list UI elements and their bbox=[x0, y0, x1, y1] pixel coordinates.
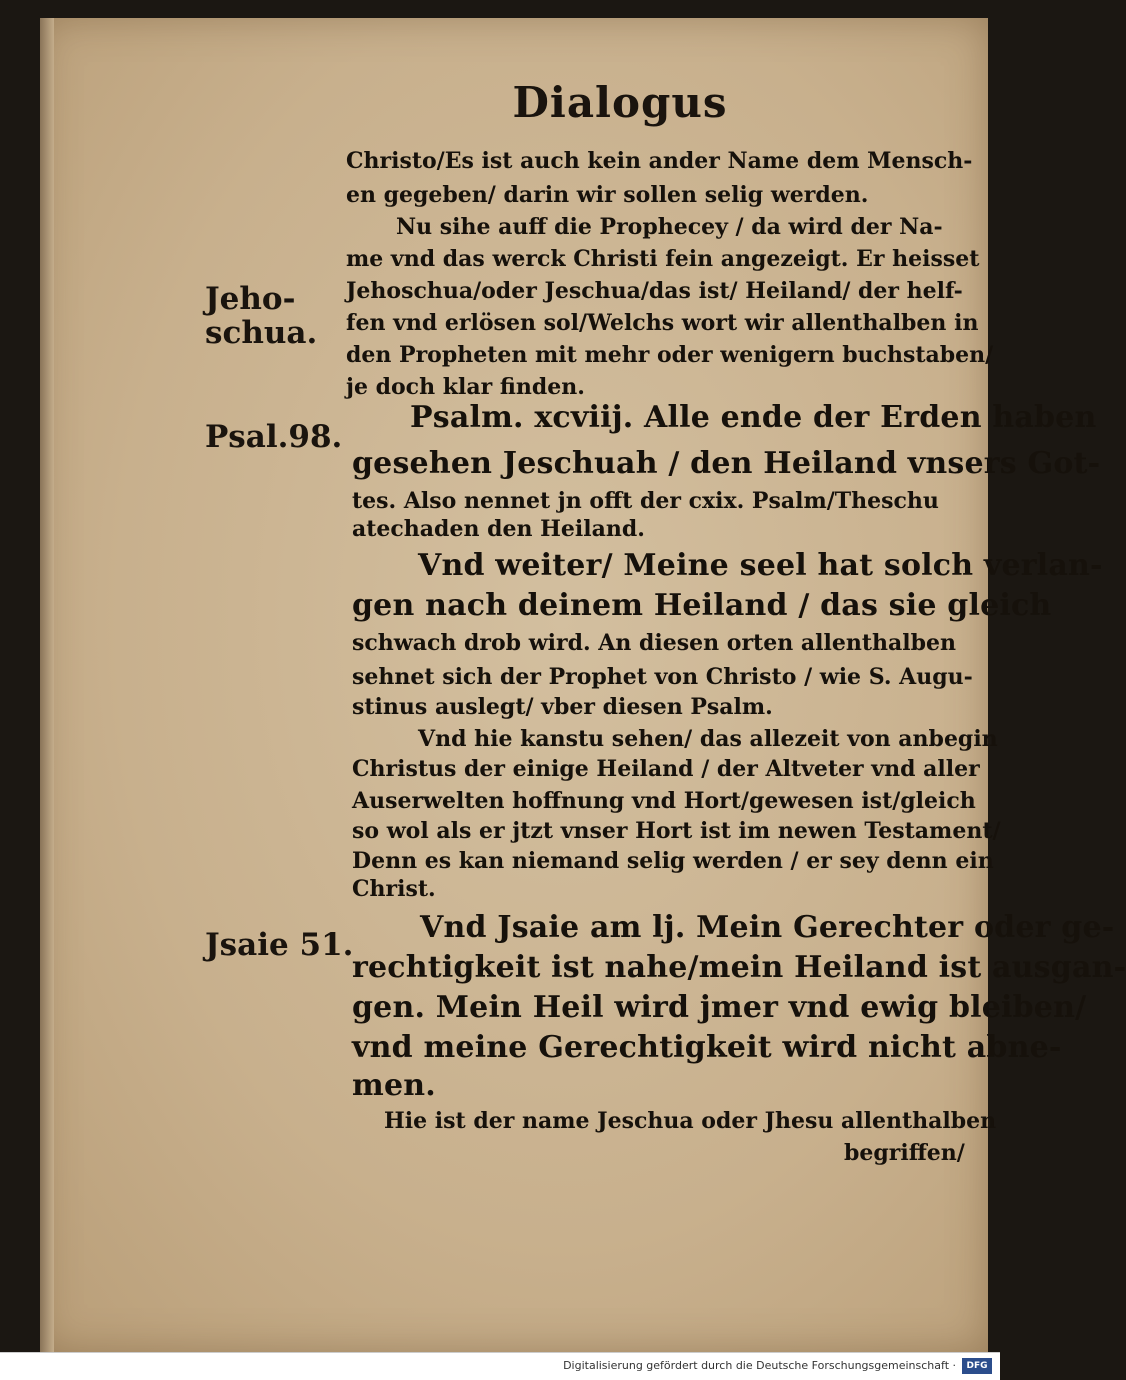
footer-bar bbox=[0, 1352, 1000, 1380]
text-line: tes. Also nennet jn offt der cxix. Psalm/Theschu bbox=[352, 488, 939, 514]
text-line: Hie ist der name Jeschua oder Jhesu allenthalben bbox=[384, 1108, 997, 1134]
text-line: fen vnd erlösen sol/Welchs wort wir allenthalben in bbox=[346, 310, 979, 336]
text-line: Vnd hie kanstu sehen/ das allezeit von anbegin bbox=[418, 726, 998, 752]
text-line: den Propheten mit mehr oder wenigern buchstaben/ bbox=[346, 342, 994, 368]
margin-note-text: Jeho- schua. bbox=[205, 281, 318, 351]
text-line: so wol als er jtzt vnser Hort ist im newen Testament/ bbox=[352, 818, 1001, 844]
text-line: sehnet sich der Prophet von Christo / wie S. Augu- bbox=[352, 664, 973, 690]
text-line: gen. Mein Heil wird jmer vnd ewig bleiben/ bbox=[352, 990, 1087, 1025]
margin-note-isaiah bbox=[205, 928, 353, 962]
text-line: Psalm. xcviij. Alle ende der Erden haben bbox=[410, 400, 1097, 435]
text-line: Christo/Es ist auch kein ander Name dem Mensch- bbox=[346, 148, 973, 174]
margin-note-text: Psal.98. bbox=[205, 419, 343, 455]
text-line: Jehoschua/oder Jeschua/das ist/ Heiland/ der helf- bbox=[346, 278, 963, 304]
margin-note-psalm bbox=[205, 420, 342, 454]
text-line: Vnd weiter/ Meine seel hat solch verlan- bbox=[418, 548, 1103, 583]
page-header-title: Dialogus bbox=[512, 78, 728, 127]
text-line: gen nach deinem Heiland / das sie gleich bbox=[352, 588, 1052, 623]
text-line: begriffen/ bbox=[844, 1140, 965, 1166]
text-line: je doch klar finden. bbox=[346, 374, 585, 400]
text-line: Denn es kan niemand selig werden / er sey denn ein bbox=[352, 848, 994, 874]
footer-credit-text: Digitalisierung gefördert durch die Deutsche Forschungsgemeinschaft · bbox=[563, 1359, 956, 1372]
margin-note-jehoschua bbox=[205, 282, 317, 350]
text-line: schwach drob wird. An diesen orten allenthalben bbox=[352, 630, 956, 656]
text-line: men. bbox=[352, 1068, 436, 1103]
dfg-logo-icon: DFG bbox=[962, 1358, 992, 1374]
text-line: stinus auslegt/ vber diesen Psalm. bbox=[352, 694, 773, 720]
text-line: me vnd das werck Christi fein angezeigt. Er heisset bbox=[346, 246, 980, 272]
margin-note-text: Jsaie 51. bbox=[205, 927, 354, 963]
text-line: rechtigkeit ist nahe/mein Heiland ist ausgan- bbox=[352, 950, 1126, 985]
text-line: Christ. bbox=[352, 876, 436, 902]
text-line: atechaden den Heiland. bbox=[352, 516, 645, 542]
text-line: en gegeben/ darin wir sollen selig werden. bbox=[346, 182, 869, 208]
text-line: Nu sihe auff die Prophecey / da wird der Na- bbox=[396, 214, 943, 240]
text-line: vnd meine Gerechtigkeit wird nicht abne- bbox=[352, 1030, 1062, 1065]
text-line: Auserwelten hoffnung vnd Hort/gewesen ist/gleich bbox=[352, 788, 976, 814]
text-line: Christus der einige Heiland / der Altveter vnd aller bbox=[352, 756, 980, 782]
text-line: gesehen Jeschuah / den Heiland vnsers Got- bbox=[352, 446, 1101, 481]
page-binding-edge bbox=[40, 18, 54, 1352]
text-line: Vnd Jsaie am lj. Mein Gerechter oder ge- bbox=[420, 910, 1115, 945]
